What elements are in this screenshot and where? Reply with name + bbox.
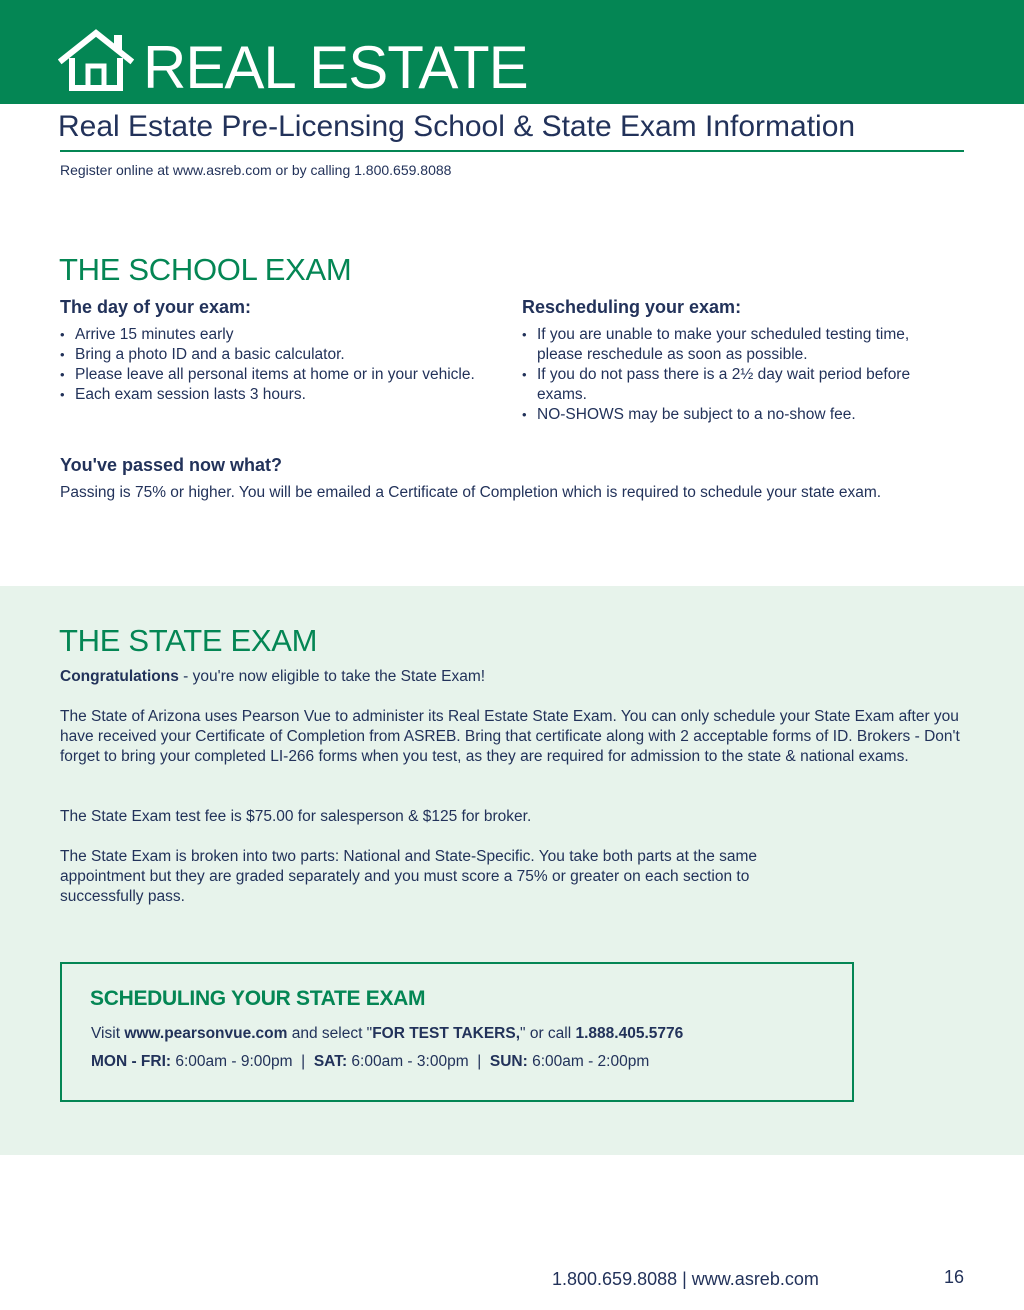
subtitle-divider — [60, 150, 964, 152]
state-exam-paragraph-3: The State Exam is broken into two parts: National and State-Specific. You take both parts at the same appointment but they are graded separately and you must score a 75% or greater on each section to successfully pass. — [60, 848, 758, 905]
separator: | — [468, 1053, 490, 1070]
scheduling-hours-line — [91, 1052, 649, 1072]
list-item: • Each exam session lasts 3 hours. — [60, 385, 510, 405]
monfri-hours: 6:00am - 9:00pm — [171, 1053, 293, 1070]
sat-hours: 6:00am - 3:00pm — [347, 1053, 469, 1070]
congrats-line — [60, 667, 485, 687]
passed-text: Passing is 75% or higher. You will be emailed a Certificate of Completion which is required to schedule your state exam. — [60, 484, 882, 501]
list-item: • Arrive 15 minutes early — [60, 325, 510, 345]
visit-mid: and select " — [287, 1025, 373, 1042]
house-icon — [58, 28, 134, 94]
sun-label: SUN: — [489, 1053, 528, 1070]
list-item: • NO-SHOWS may be subject to a no-show fee. — [522, 405, 952, 425]
list-item: • Please leave all personal items at home or in your vehicle. — [60, 365, 510, 385]
rescheduling-list — [522, 325, 952, 425]
scheduling-title: SCHEDULING YOUR STATE EXAM — [90, 987, 426, 1010]
pearson-phone[interactable]: 1.888.405.5776 — [575, 1025, 684, 1042]
exam-day-heading: The day of your exam: — [60, 297, 252, 317]
state-exam-heading: THE STATE EXAM — [59, 623, 318, 658]
monfri-label: MON - FRI: — [91, 1053, 172, 1070]
sun-hours: 6:00am - 2:00pm — [527, 1053, 650, 1070]
state-exam-fee: The State Exam test fee is $75.00 for salesperson & $125 for broker. — [60, 808, 532, 825]
list-item: • If you do not pass there is a 2½ day wait period before exams. — [522, 365, 952, 405]
header-banner — [0, 0, 1024, 104]
test-takers-option: FOR TEST TAKERS, — [372, 1025, 521, 1042]
congrats-rest: - you're now eligible to take the State Exam! — [178, 668, 486, 685]
visit-mid2: " or call — [520, 1025, 576, 1042]
school-exam-heading: THE SCHOOL EXAM — [59, 252, 352, 287]
document-subtitle: Real Estate Pre-Licensing School & State Exam Information — [58, 110, 856, 143]
exam-day-list — [60, 325, 510, 405]
footer-contact: 1.800.659.8088 | www.asreb.com — [552, 1269, 819, 1289]
scheduling-box — [60, 962, 854, 1102]
separator: | — [292, 1053, 314, 1070]
pearsonvue-link[interactable]: www.pearsonvue.com — [124, 1025, 288, 1042]
congrats-bold: Congratulations — [60, 668, 179, 685]
list-item: • Bring a photo ID and a basic calculator. — [60, 345, 510, 365]
list-item: • If you are unable to make your scheduled testing time, please reschedule as soon as possible. — [522, 325, 952, 365]
visit-prefix: Visit — [91, 1025, 125, 1042]
register-info: Register online at www.asreb.com or by calling 1.800.659.8088 — [60, 162, 452, 178]
page-title: REAL ESTATE — [143, 34, 528, 101]
scheduling-visit-line — [91, 1024, 683, 1044]
state-exam-paragraph-1: The State of Arizona uses Pearson Vue to administer its Real Estate State Exam. You can only schedule your State Exam after you have received your Certificate of Completion from ASREB. Bring that certificate along with 2 acceptable forms of ID. Brokers - Don't forget to bring your completed LI-266 forms when you test, as they are required for admission to the state & national exams. — [60, 708, 960, 765]
passed-heading: You've passed now what? — [60, 455, 282, 475]
page-number: 16 — [944, 1267, 965, 1287]
rescheduling-heading: Rescheduling your exam: — [522, 297, 742, 317]
sat-label: SAT: — [313, 1053, 348, 1070]
